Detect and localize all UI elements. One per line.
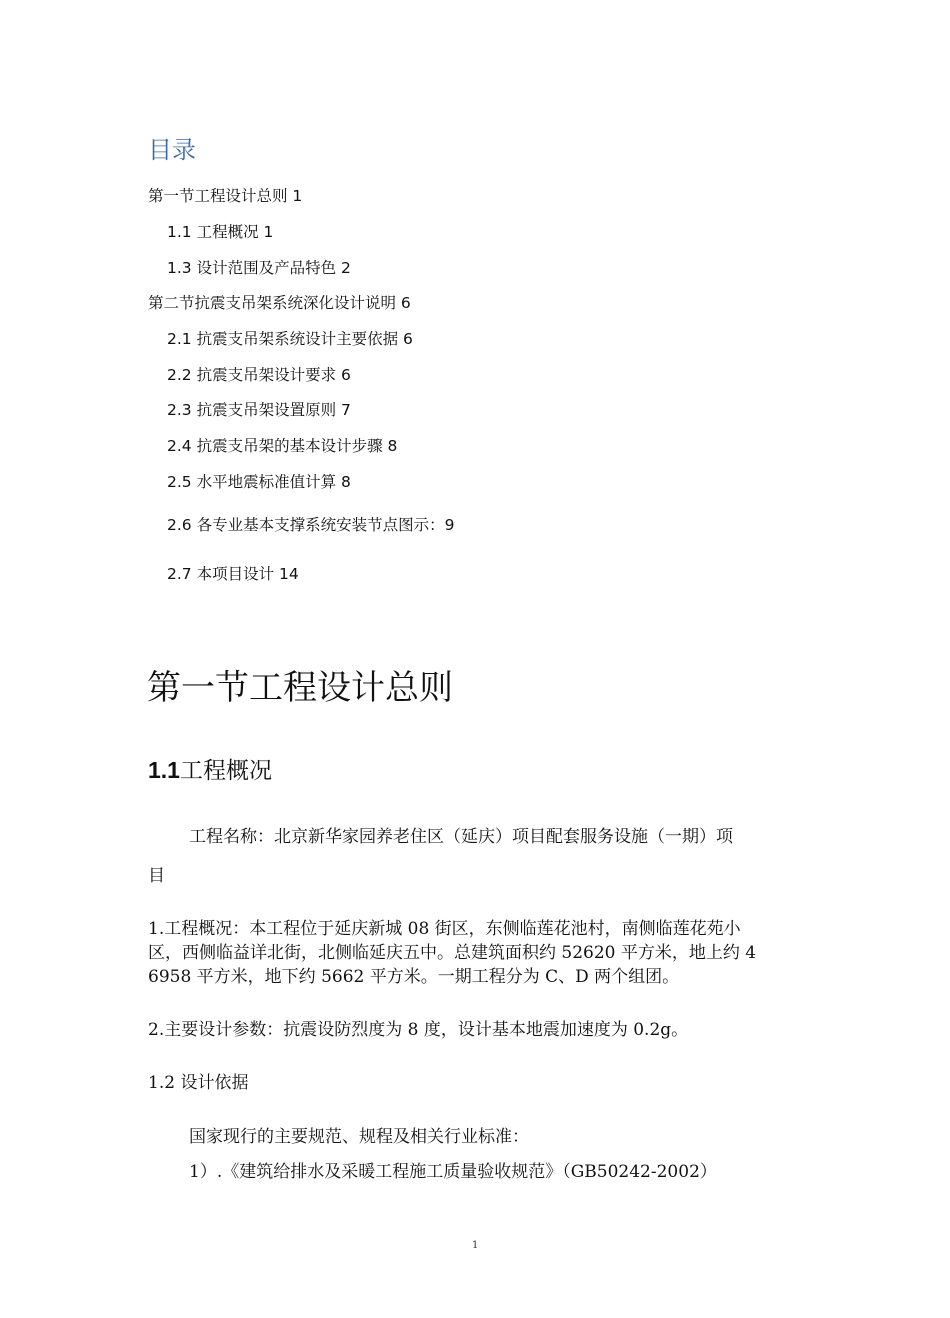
standards-intro: 国家现行的主要规范、规程及相关行业标准： xyxy=(189,1127,529,1147)
basis-heading: 1.2 设计依据 xyxy=(148,1073,249,1093)
project-name-line-1: 工程名称：北京新华家园养老住区（延庆）项目配套服务设施（一期）项 xyxy=(189,827,733,847)
project-name-line-2: 目 xyxy=(148,866,165,886)
overview-line-3: 6958 平方米，地下约 5662 平方米。一期工程分为 C、D 两个组团。 xyxy=(148,967,680,987)
section-heading: 第一节工程设计总则 xyxy=(147,668,453,708)
toc-entry-2-6[interactable]: 2.6 各专业基本支撑系统安装节点图示：9 xyxy=(167,516,455,534)
overview-line-1: 1.工程概况：本工程位于延庆新城 08 街区，东侧临莲花池村，南侧临莲花苑小 xyxy=(148,919,741,939)
toc-entry-1-1[interactable]: 1.1 工程概况 1 xyxy=(167,223,274,241)
toc-entry-2[interactable]: 第二节抗震支吊架系统深化设计说明 6 xyxy=(148,294,411,312)
page-number: 1 xyxy=(472,1240,479,1251)
toc-entry-2-4[interactable]: 2.4 抗震支吊架的基本设计步骤 8 xyxy=(167,437,398,455)
toc-entry-2-2[interactable]: 2.2 抗震支吊架设计要求 6 xyxy=(167,366,351,384)
overview-line-2: 区，西侧临益详北街，北侧临延庆五中。总建筑面积约 52620 平方米，地上约 4 xyxy=(148,943,757,963)
toc-entry-2-1[interactable]: 2.1 抗震支吊架系统设计主要依据 6 xyxy=(167,330,413,348)
toc-entry-2-3[interactable]: 2.3 抗震支吊架设置原则 7 xyxy=(167,401,351,419)
standard-item-1: 1）.《建筑给排水及采暖工程施工质量验收规范》（GB50242-2002） xyxy=(189,1162,717,1182)
toc-entry-1[interactable]: 第一节工程设计总则 1 xyxy=(148,187,303,205)
toc-entry-2-5[interactable]: 2.5 水平地震标准值计算 8 xyxy=(167,473,351,491)
subsection-number: 1.1 xyxy=(148,757,180,783)
subsection-heading xyxy=(148,752,272,785)
subsection-title: 工程概况 xyxy=(179,758,272,784)
toc-title: 目录 xyxy=(148,136,196,164)
toc-entry-2-7[interactable]: 2.7 本项目设计 14 xyxy=(167,565,299,583)
design-params: 2.主要设计参数：抗震设防烈度为 8 度，设计基本地震加速度为 0.2g。 xyxy=(148,1020,689,1040)
toc-entry-1-3[interactable]: 1.3 设计范围及产品特色 2 xyxy=(167,259,351,277)
